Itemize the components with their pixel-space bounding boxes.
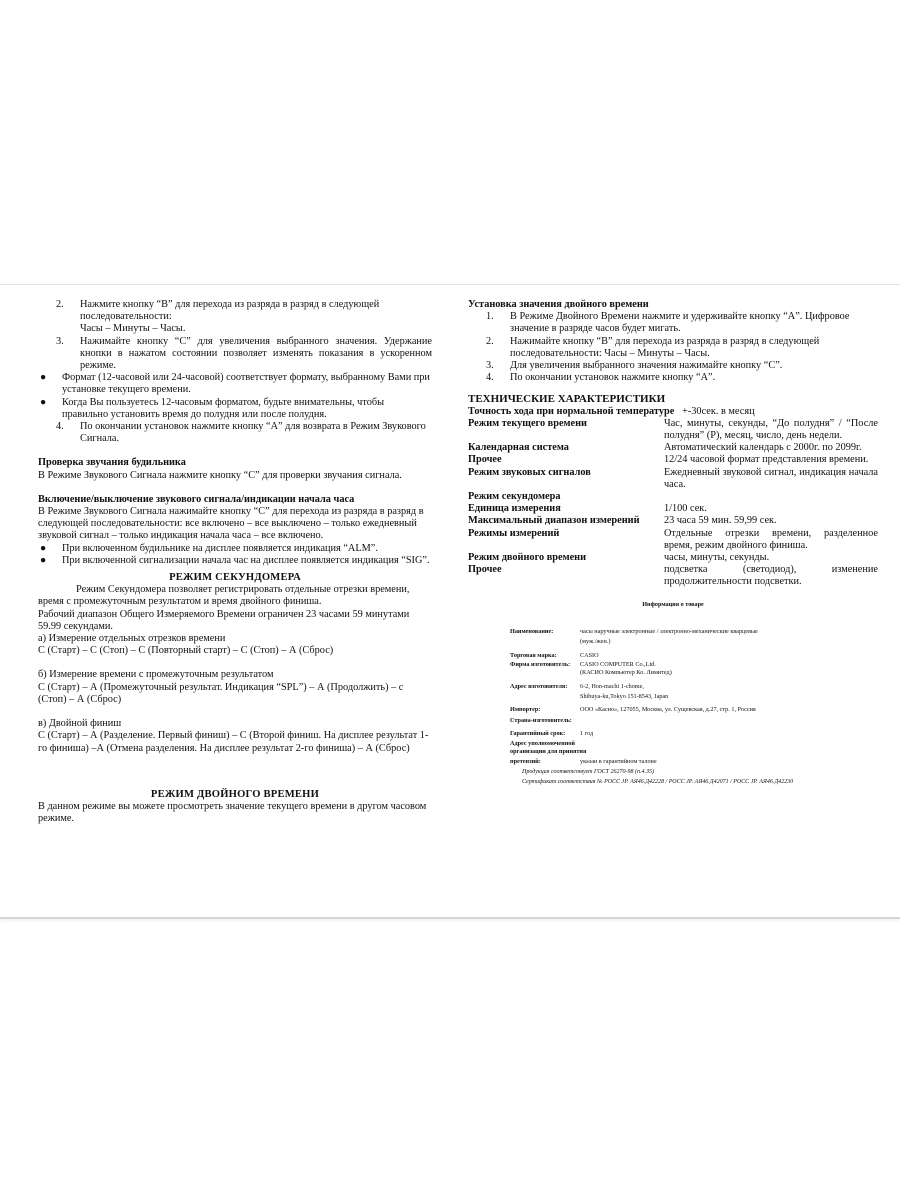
info-row: (КАСИО Компьютер Ко. Лимитед) [580, 669, 672, 677]
info-footnote: Продукция соответствует ГОСТ 26270-98 (п.4.35) [522, 769, 655, 776]
dual-time-text: В данном режиме вы можете просмотреть значение текущего времени в другом часовом режиме. [38, 800, 427, 825]
right-column [468, 299, 878, 787]
info-row: Фирма изготовитель: CASIO COMPUTER Co.,Ltd. [510, 661, 656, 669]
accuracy-label: Точность хода при нормальной температуре [468, 405, 675, 417]
bullet-icon: ● [40, 372, 47, 384]
other-value: подсветка (светодиод), изменение продолжительности подсветки. [664, 564, 878, 588]
info-row: Адрес изготовителя: 6-2, Hon-machi 1-chome, [510, 682, 644, 690]
sw-a-title: а) Измерение отдельных отрезков времени [38, 633, 226, 645]
list-item: 1. В Режиме Двойного Времени нажмите и удерживайте кнопку “А”. Цифровое значение в разряде часов будет мигать. [486, 311, 850, 335]
step2-sequence: Часы – Минуты – Часы. [80, 323, 186, 335]
document-sheet [0, 284, 900, 919]
list-item [38, 397, 432, 421]
sw-c-sequence: С (Старт) – А (Разделение. Первый финиш) – С (Второй финиш. На дисплее результат 1-го финиша) –А (Отмена разделения. На дисплее результат 2-го финиша) – А (Сброс) [38, 730, 429, 754]
bullet-icon: ● [40, 542, 47, 554]
dual-set-title: Установка значения двойного времени [468, 299, 649, 310]
tech-title: ТЕХНИЧЕСКИЕ ХАРАКТЕРИСТИКИ [468, 393, 666, 406]
dual-time-heading: РЕЖИМ ДВОЙНОГО ВРЕМЕНИ [150, 788, 320, 800]
info-row: Торговая марка: CASIO [510, 651, 599, 659]
sw-b-sequence: С (Старт) – А (Промежуточный результат. Индикация “SPL”) – А (Продолжить) – с (Стоп) – А (Сброс) [38, 681, 404, 705]
alarm-check-text: В Режиме Звукового Сигнала нажмите кнопку “С” для проверки звучания сигнала. [38, 469, 402, 481]
info-row: претензий: указан в гарантийном талоне [510, 757, 657, 765]
accuracy-row [468, 406, 878, 418]
onoff-title: Включение/выключение звукового сигнала/индикации начала часа [38, 493, 355, 505]
product-info [468, 627, 878, 787]
list-item: 2. Нажмите кнопку “В” для перехода из разряда в разряд в следующей последовательности: Часы – Минуты – Часы. [38, 299, 432, 336]
info-certificate: Сертификат соответствия № РОСС JP. АЯ46.Д42228 / РОСС JP. АЯ46.Д42071 / РОСС JP. АЯ46.Д42230 [522, 778, 794, 785]
sw-c-title: в) Двойной финиш [38, 718, 122, 730]
list-item [38, 372, 432, 396]
info-row: Наименование: часы наручные электронные / электронно-механические кварцевые [510, 627, 758, 635]
sw-b-title: б) Измерение времени с промежуточным результатом [38, 669, 274, 681]
stopwatch-intro: Режим Секундомера позволяет регистрировать отдельные отрезки времени, время с промежуточным результатом и время двойного финиша. [38, 584, 410, 608]
list-item: ● При включенном будильнике на дисплее появляется индикация “ALM”. [40, 542, 378, 554]
accuracy-value: +-30сек. в месяц [682, 405, 755, 417]
list-item: 3. Нажимайте кнопку “С” для увеличения выбранного значения. Удержание кнопки в нажатом состоянии позволяет изменять показания в ускоренном режиме. [56, 335, 432, 372]
list-item: ● При включенной сигнализации начала час на дисплее появляется индикация “SIG”. [40, 554, 430, 566]
info-row: Гарантийный срок: 1 год [510, 730, 594, 738]
alarm-check-title: Проверка звучания будильника [38, 457, 186, 469]
onoff-text: В Режиме Звукового Сигнала нажимайте кнопку “С” для перехода из разряда в разряд в следующей последовательности: все включено – все выключено – только ежедневный звуковой сигнал – только индикация начала часа – все включено. [38, 506, 424, 542]
info-row: организации для принятия [510, 747, 587, 755]
info-row: Страна-изготовитель: [510, 716, 572, 724]
bullet-format-text: Формат (12-часовой или 24-часовой) соответствует формату, выбранному Вами при установке текущего времени. [62, 372, 430, 396]
info-title: Информация о товаре [642, 600, 704, 608]
step4-text: По окончании установок нажмите кнопку “А” для возврата в Режим Звукового Сигнала. [80, 421, 426, 445]
step3-text: Нажимайте кнопку “С” для увеличения выбранного значения. Удержание кнопки в нажатом состоянии позволяет изменять показания в ускоренном режиме. [80, 335, 432, 372]
list-item: 4. По окончании установок нажмите кнопку “А” для возврата в Режим Звукового Сигнала. [38, 421, 432, 445]
bullet-12h-text: Когда Вы пользуетесь 12-часовым форматом, будьте внимательны, чтобы правильно установить время до полудня или после полудня. [62, 396, 385, 420]
info-row: Импортер: ООО «Касио», 127055, Москва, ул. Сущевская, д.27, стр. 1, Россия [510, 706, 756, 714]
info-row: Shibuya-ku,Tokyo 151-8543, Japan [580, 692, 669, 700]
left-column [38, 299, 432, 825]
list-item: 3. Для увеличения выбранного значения нажимайте кнопку “С”. [486, 360, 783, 372]
list-item: 4. По окончании установок нажмите кнопку “А”. [486, 372, 716, 384]
sw-a-sequence: С (Старт) – С (Стоп) – С (Повторный старт) – С (Стоп) – А (Сброс) [38, 645, 334, 657]
list-item: 2. Нажимайте кнопку “В” для перехода из разряда в разряд в следующей последовательности: Часы – Минуты – Часы. [486, 335, 820, 359]
info-row: Адрес уполномоченной [510, 739, 575, 747]
stopwatch-range: Рабочий диапазон Общего Измеряемого Времени ограничен 23 часами 59 минутами 59.99 секундами. [38, 608, 410, 632]
spec-table: Режим текущего времени Час, минуты, секунды, “До полудня” / “После полудня” (Р), месяц, число, день недели. Календарная система Автоматический календарь с 2000г. по 2099г. Прочее 12/24 часовой формат представления времени. Режим звуковых сигналов Ежедневный звуковой сигнал, индикация начала часа. Режим секундомера Единица измерения 1/100 сек. Максимальный диапазон измерений 23 часа 59 мин. 59,99 сек. Режимы измерений Отдельные отрезки времени, разделенное время, режим двойного финиша. Режим двойного времени часы, минуты, секунды. Прочее подсветка (светодиод), изменение продолжительности подсветки. [468, 417, 878, 588]
info-row: (муж./жен.) [580, 638, 611, 646]
bullet-icon: ● [40, 554, 47, 566]
bullet-icon: ● [40, 396, 47, 408]
other-label: Прочее [468, 564, 502, 576]
step2-text: Нажмите кнопку “В” для перехода из разряда в разряд в следующей последовательности: [80, 299, 380, 323]
stopwatch-heading: РЕЖИМ СЕКУНДОМЕРА [169, 572, 301, 584]
